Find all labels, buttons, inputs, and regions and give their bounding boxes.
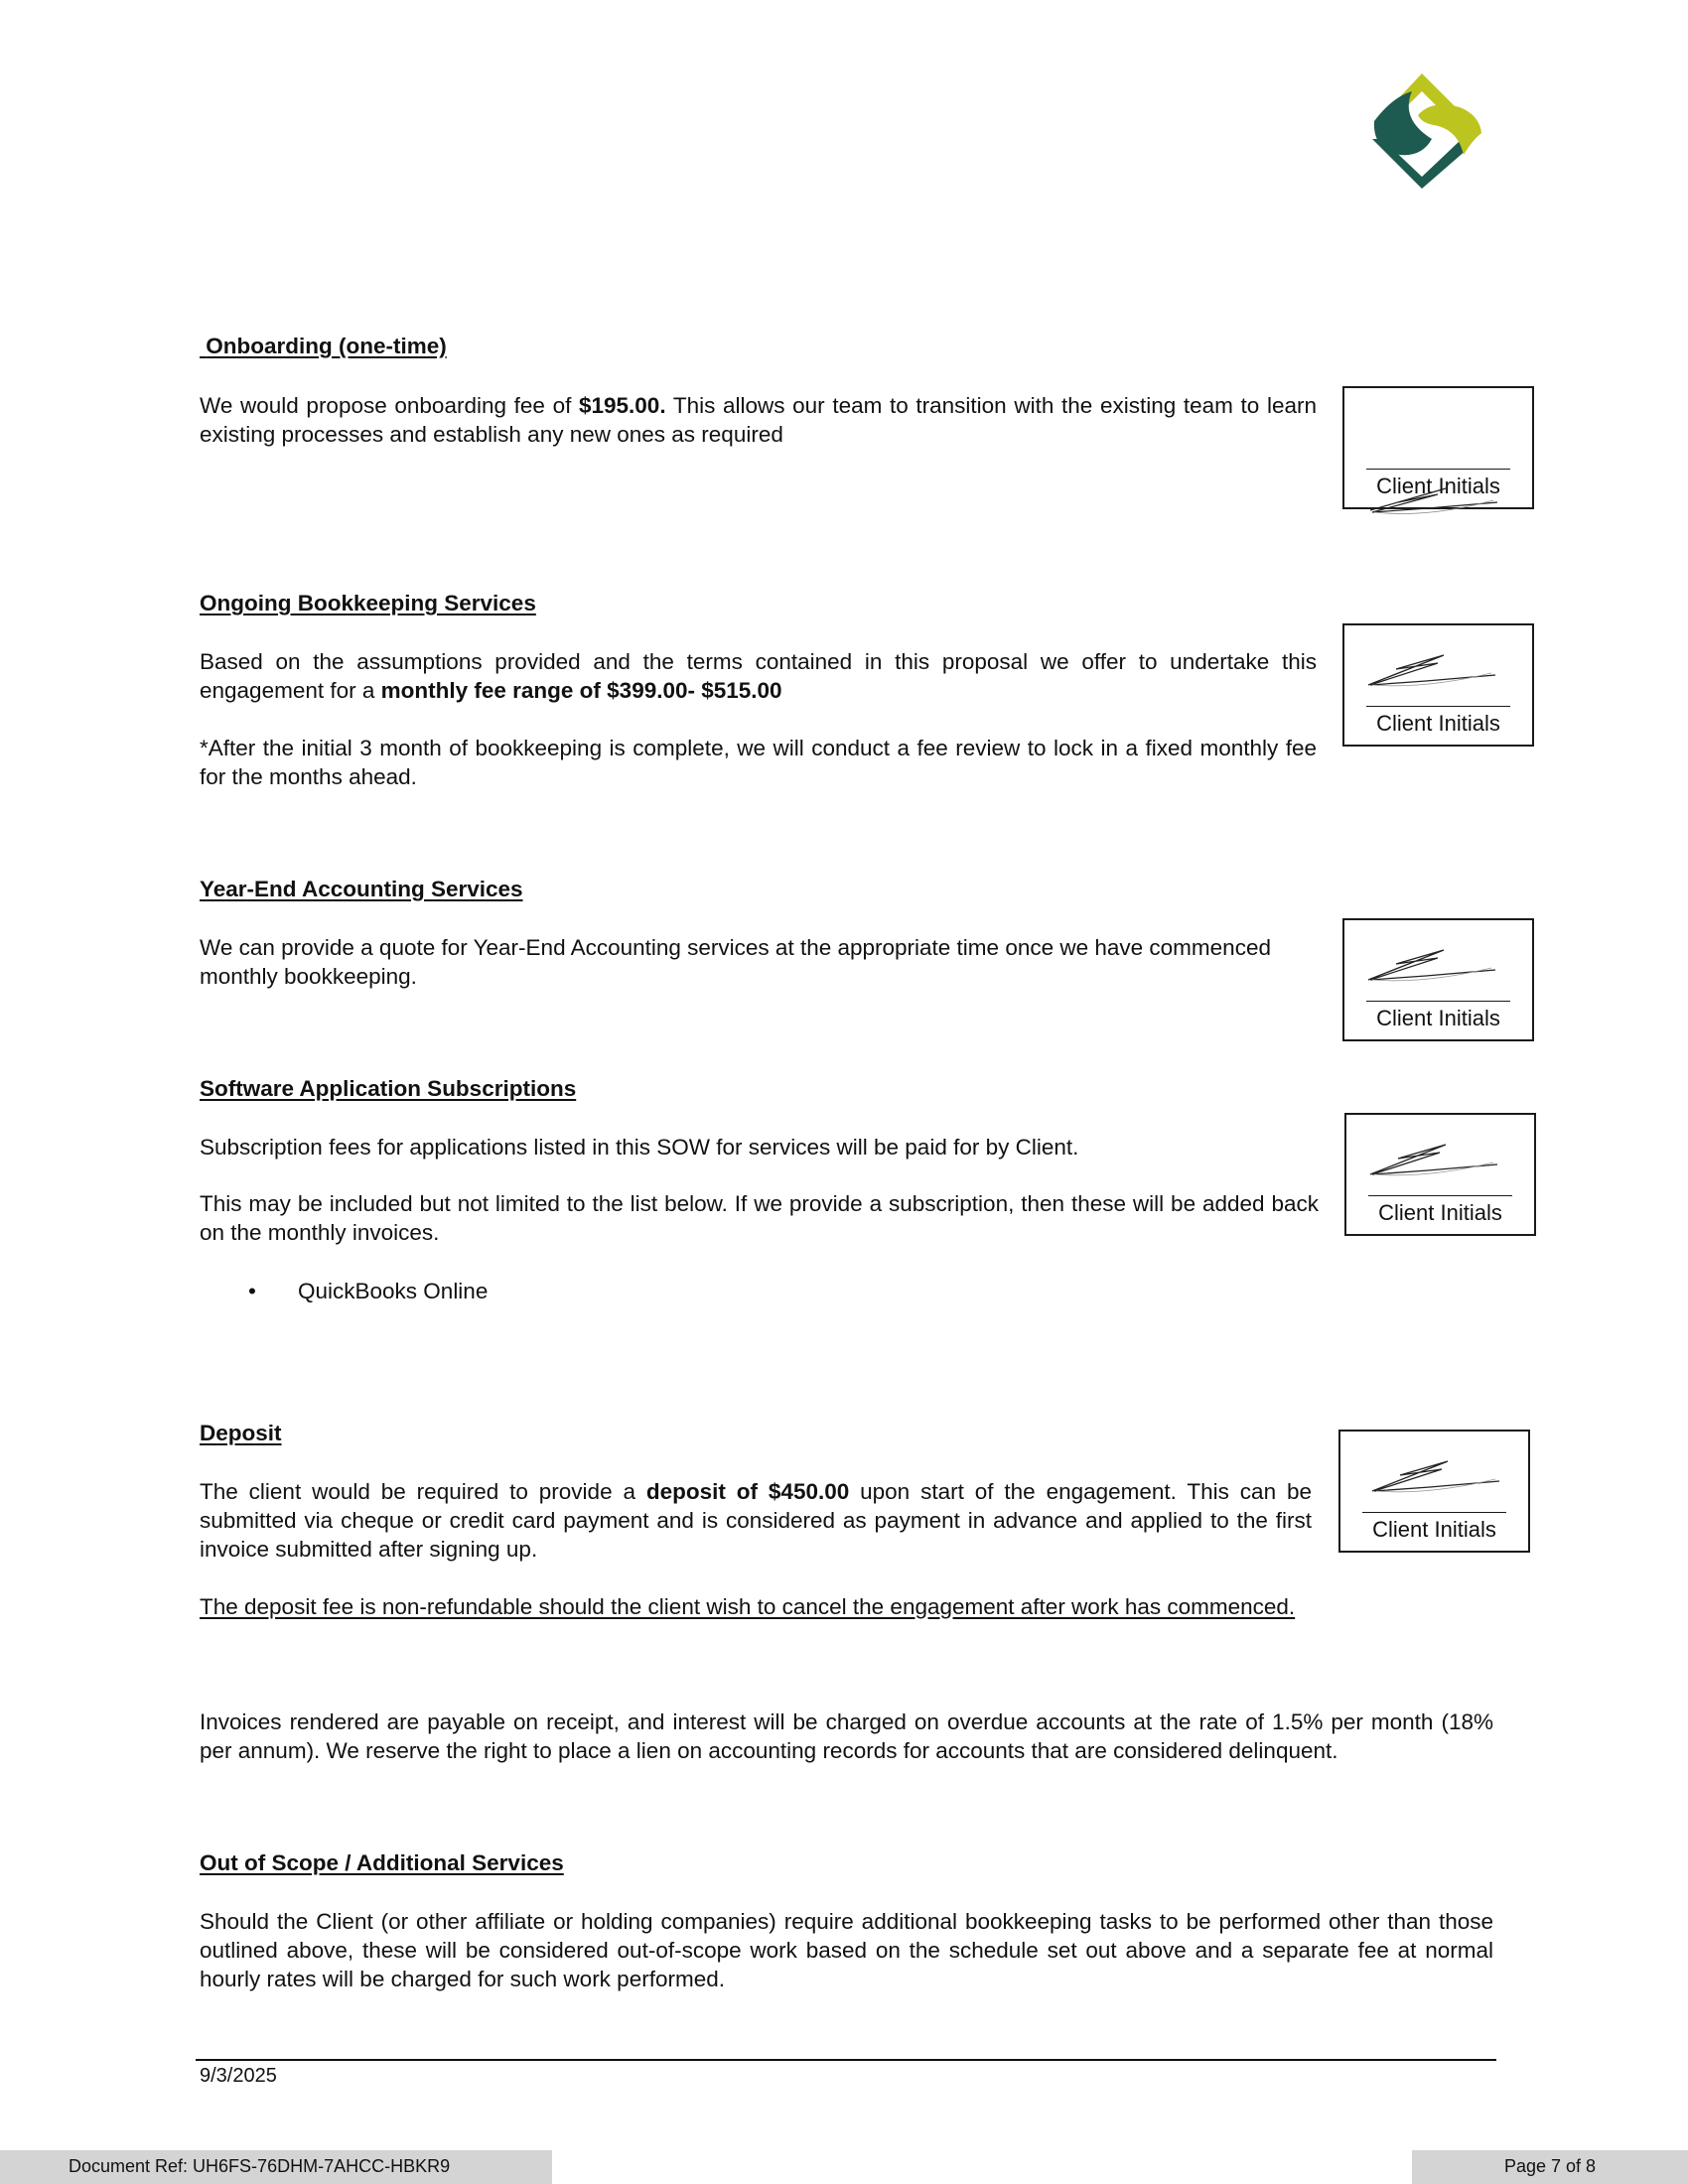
initials-label: Client Initials [1372, 1517, 1496, 1542]
initials-signature-line [1368, 1195, 1512, 1196]
initials-label: Client Initials [1378, 1200, 1502, 1225]
document-ref: Document Ref: UH6FS-76DHM-7AHCC-HBKR9 [69, 2156, 451, 2176]
initials-label: Client Initials [1376, 474, 1500, 498]
ongoing-bookkeeping-heading: Ongoing Bookkeeping Services [200, 591, 536, 615]
bullet-icon: • [248, 1279, 256, 1303]
signature-icon [1370, 1455, 1499, 1495]
deposit-paragraph: The client would be required to provide a deposit of $450.00 upon start of the engagement. This can be submitted via cheque or credit card payment and is considered as payment in advance and applied to the first invoice submitted after signing up. [200, 1479, 1313, 1562]
footer-divider [196, 2059, 1496, 2061]
deposit-heading: Deposit [200, 1421, 282, 1445]
signature-icon [1368, 1139, 1497, 1178]
year-end-heading: Year-End Accounting Services [200, 877, 523, 901]
out-of-scope-paragraph: Should the Client (or other affiliate or holding companies) require additional bookkeeping tasks to be performed other than those outlined above, these will be considered out-of-scope work based on the schedule set out above and a separate fee at normal hourly rates will be charged for such work performed. [200, 1909, 1493, 1991]
initials-signature-line [1366, 469, 1510, 470]
fee-review-paragraph: *After the initial 3 month of bookkeeping is complete, we will conduct a fee review to lock in a fixed monthly fee for the months ahead. [200, 736, 1317, 789]
signature-icon [1366, 649, 1495, 689]
out-of-scope-heading: Out of Scope / Additional Services [200, 1850, 564, 1875]
initials-signature-line [1366, 1001, 1510, 1002]
client-initials-box[interactable] [1338, 1430, 1530, 1553]
logo-swoosh-lime [1418, 104, 1481, 155]
initials-signature-line [1362, 1512, 1506, 1513]
ongoing-fee-paragraph: Based on the assumptions provided and the terms contained in this proposal we offer to undertake this engagement for a monthly fee range of $399.00- $515.00 [200, 649, 1317, 703]
logo-swoosh-dark [1374, 91, 1432, 155]
onboarding-heading: Onboarding (one-time) [206, 334, 447, 358]
software-paragraph-1: Subscription fees for applications listed in this SOW for services will be paid for by Client. [200, 1135, 1079, 1160]
initials-label: Client Initials [1376, 711, 1500, 736]
client-initials-box[interactable] [1344, 1113, 1536, 1236]
signature-icon [1366, 944, 1495, 984]
client-initials-box[interactable] [1342, 386, 1534, 509]
year-end-paragraph: We can provide a quote for Year-End Accounting services at the appropriate time once we have commenced monthly bookkeeping. [200, 935, 1271, 989]
company-logo [1352, 69, 1491, 195]
client-initials-box[interactable] [1342, 918, 1534, 1041]
onboarding-paragraph: We would propose onboarding fee of $195.00. This allows our team to transition with the existing team to learn existing processes and establish any new ones as required [200, 393, 1317, 447]
invoices-paragraph: Invoices rendered are payable on receipt, and interest will be charged on overdue accounts at the rate of 1.5% per month (18% per annum). We reserve the right to place a lien on accounting records for accounts that are considered delinquent. [200, 1709, 1493, 1763]
initials-signature-line [1366, 706, 1510, 707]
client-initials-box[interactable] [1342, 623, 1534, 747]
software-paragraph-2: This may be included but not limited to the list below. If we provide a subscription, then these will be added back on the monthly invoices. [200, 1191, 1319, 1245]
deposit-nonrefundable-note: The deposit fee is non-refundable should the client wish to cancel the engagement after work has commenced. [200, 1594, 1296, 1619]
page-number: Page 7 of 8 [1503, 2156, 1597, 2176]
initials-label: Client Initials [1376, 1006, 1500, 1030]
software-subscriptions-heading: Software Application Subscriptions [200, 1076, 577, 1101]
footer-date: 9/3/2025 [200, 2065, 277, 2087]
